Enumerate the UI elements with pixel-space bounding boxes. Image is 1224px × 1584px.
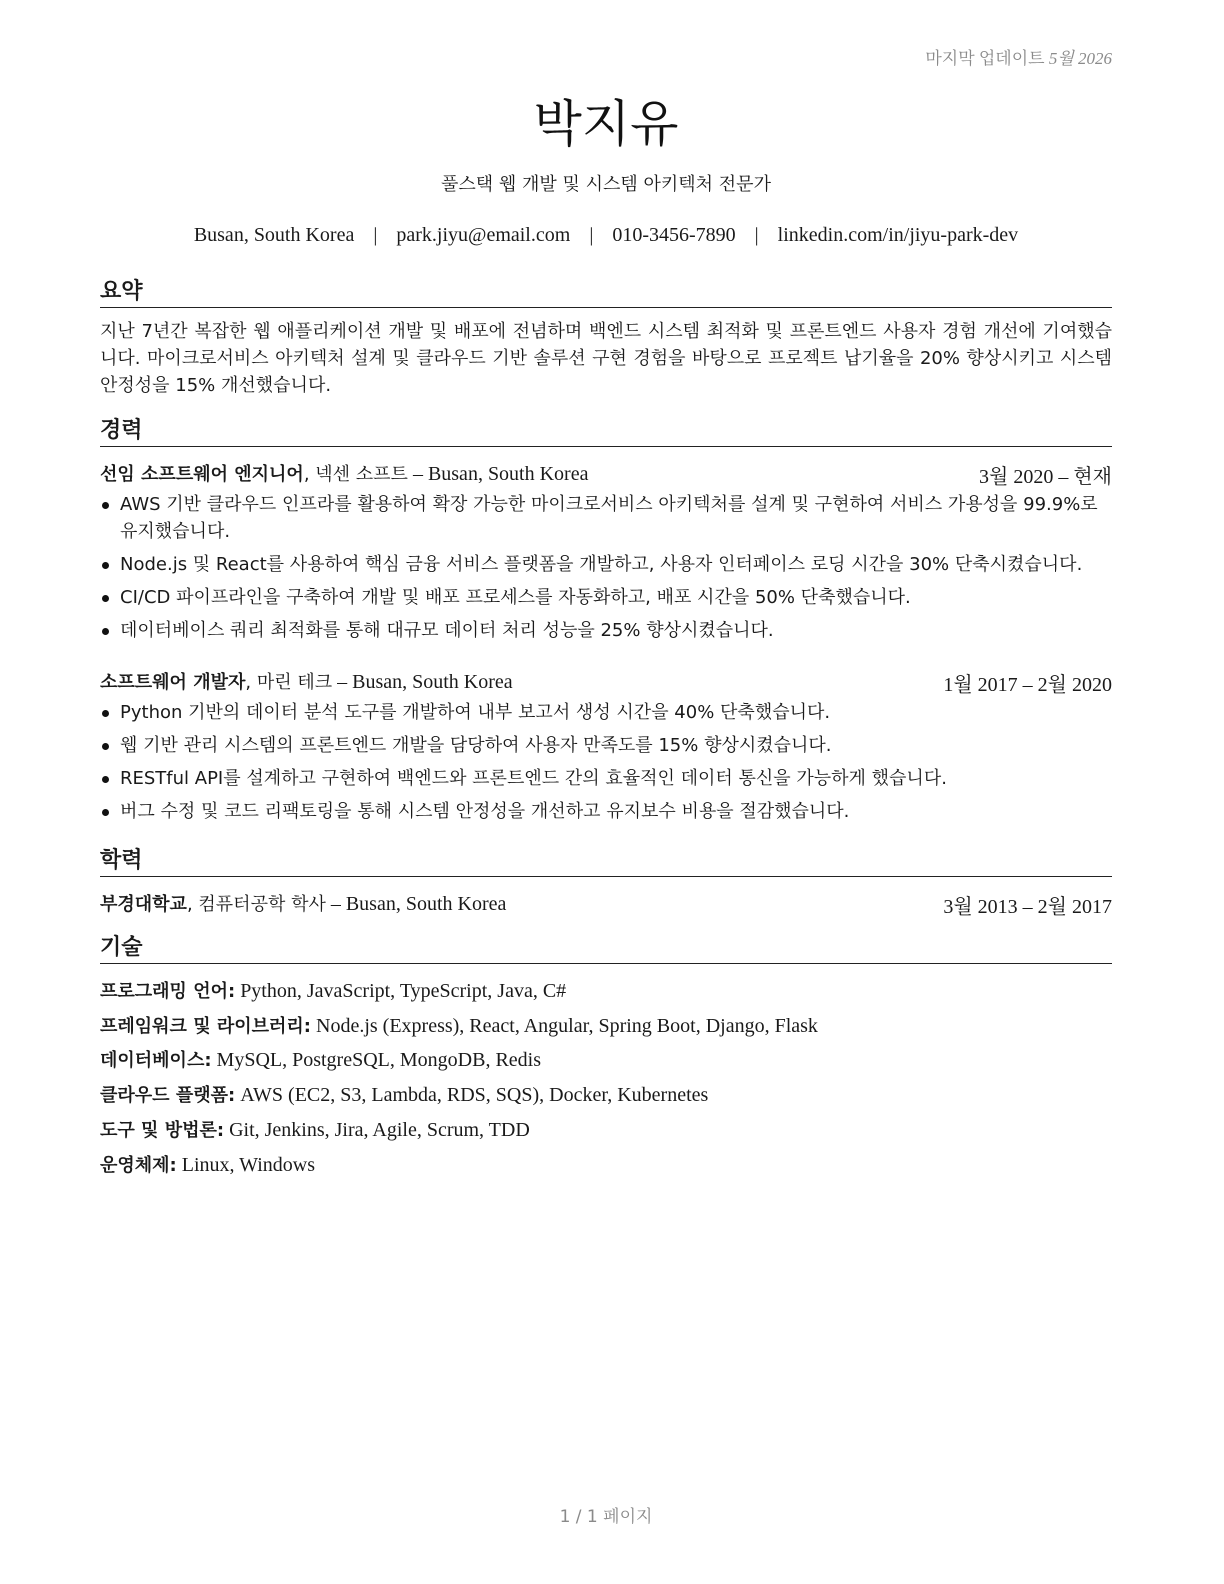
skill-label: 운영체제: [100,1155,177,1176]
job-dates: 3월 2020 – 현재 [979,466,1112,488]
person-name: 박지유 [533,95,679,153]
resume-page [100,0,1112,1584]
list-item: RESTful API를 설계하고 구현하여 백엔드와 프론트엔드 간의 효율적인 데이터 통신을 가능하게 했습니다. [100,765,1112,792]
skill-row [100,1116,1112,1142]
last-updated [925,44,1112,69]
skill-row [100,1012,1112,1038]
section-title-experience: 경력 [100,413,1112,447]
skill-value: AWS (EC2, S3, Lambda, RDS, SQS), Docker, Kubernetes [240,1084,709,1106]
job-title: 소프트웨어 개발자 [100,672,246,693]
education-location: – Busan, South Korea [330,893,507,915]
last-updated-label: 마지막 업데이트 [925,49,1045,68]
skill-value: Node.js (Express), React, Angular, Spring Boot, Django, Flask [316,1015,818,1037]
skill-label: 클라우드 플랫폼: [100,1085,236,1106]
skill-row [100,1151,1112,1177]
summary-text: 지난 7년간 복잡한 웹 애플리케이션 개발 및 배포에 전념하며 백엔드 시스템 최적화 및 프론트엔드 사용자 경험 개선에 기여했습니다. 마이크로서비스 아키텍처 설계 및 클라우드 기반 솔루션 구현 경험을 바탕으로 프로젝트 납기율을 20% 향상시키고 시스템 안정성을 15% 개선했습니다. [100,321,1112,396]
skill-label: 프로그래밍 언어: [100,981,236,1002]
contact-separator: | [589,224,594,246]
contact-email[interactable]: park.jiyu@email.com [396,224,571,246]
job-location: – Busan, South Korea [337,671,513,693]
section-title-summary: 요약 [100,274,1112,308]
section-title-education: 학력 [100,843,1112,877]
list-item: 버그 수정 및 코드 리팩토링을 통해 시스템 안정성을 개선하고 유지보수 비용을 절감했습니다. [100,798,1112,825]
education-dates: 3월 2013 – 2월 2017 [943,896,1112,918]
skill-label: 프레임워크 및 라이브러리: [100,1016,311,1037]
last-updated-date: 5월 2026 [1048,49,1112,68]
job-dates: 1월 2017 – 2월 2020 [943,674,1112,696]
contact-phone: 010-3456-7890 [612,224,736,246]
experience-bullets [100,491,1112,650]
education-entry: 부경대학교, 컴퓨터공학 학사 – Busan, South Korea 3월 2013 – 2월 2017 [100,890,1112,919]
skill-value: Git, Jenkins, Jira, Agile, Scrum, TDD [229,1119,530,1141]
list-item: AWS 기반 클라우드 인프라를 활용하여 확장 가능한 마이크로서비스 아키텍처를 설계 및 구현하여 서비스 가용성을 99.9%로 유지했습니다. [100,491,1112,545]
company-name: 넥센 소프트 [315,464,408,485]
skill-row [100,977,1112,1003]
skill-label: 데이터베이스: [100,1050,212,1071]
contact-separator: | [754,224,759,246]
contact-separator: | [373,224,378,246]
contact-linkedin[interactable]: linkedin.com/in/jiyu-park-dev [777,224,1019,246]
experience-bullets [100,699,1112,831]
list-item: Python 기반의 데이터 분석 도구를 개발하여 내부 보고서 생성 시간을 40% 단축했습니다. [100,699,1112,726]
school-name: 부경대학교 [100,894,187,915]
experience-entry-header: 선임 소프트웨어 엔지니어, 넥센 소프트 – Busan, South Korea 3월 2020 – 현재 [100,460,1112,489]
list-item: CI/CD 파이프라인을 구축하여 개발 및 배포 프로세스를 자동화하고, 배포 시간을 50% 단축했습니다. [100,584,1112,611]
experience-entry-header: 소프트웨어 개발자, 마린 테크 – Busan, South Korea 1월 2017 – 2월 2020 [100,668,1112,697]
page-number: 1 / 1 페이지 [559,1507,653,1527]
section-title-skills: 기술 [100,930,1112,964]
skill-row [100,1081,1112,1107]
list-item: Node.js 및 React를 사용하여 핵심 금융 서비스 플랫폼을 개발하고, 사용자 인터페이스 로딩 시간을 30% 단축시켰습니다. [100,551,1112,578]
skill-value: Python, JavaScript, TypeScript, Java, C# [240,980,567,1002]
contact-location: Busan, South Korea [193,224,355,246]
list-item: 데이터베이스 쿼리 최적화를 통해 대규모 데이터 처리 성능을 25% 향상시켰습니다. [100,617,1112,644]
skill-row [100,1046,1112,1072]
headline: 풀스택 웹 개발 및 시스템 아키텍처 전문가 [441,174,771,195]
list-item: 웹 기반 관리 시스템의 프론트엔드 개발을 담당하여 사용자 만족도를 15% 향상시켰습니다. [100,732,1112,759]
skill-value: MySQL, PostgreSQL, MongoDB, Redis [216,1049,542,1071]
job-title: 선임 소프트웨어 엔지니어 [100,464,304,485]
skill-label: 도구 및 방법론: [100,1120,225,1141]
degree: 컴퓨터공학 학사 [198,894,326,915]
contact-line [100,224,1112,247]
skill-value: Linux, Windows [181,1154,316,1176]
job-location: – Busan, South Korea [412,463,589,485]
company-name: 마린 테크 [256,672,333,693]
